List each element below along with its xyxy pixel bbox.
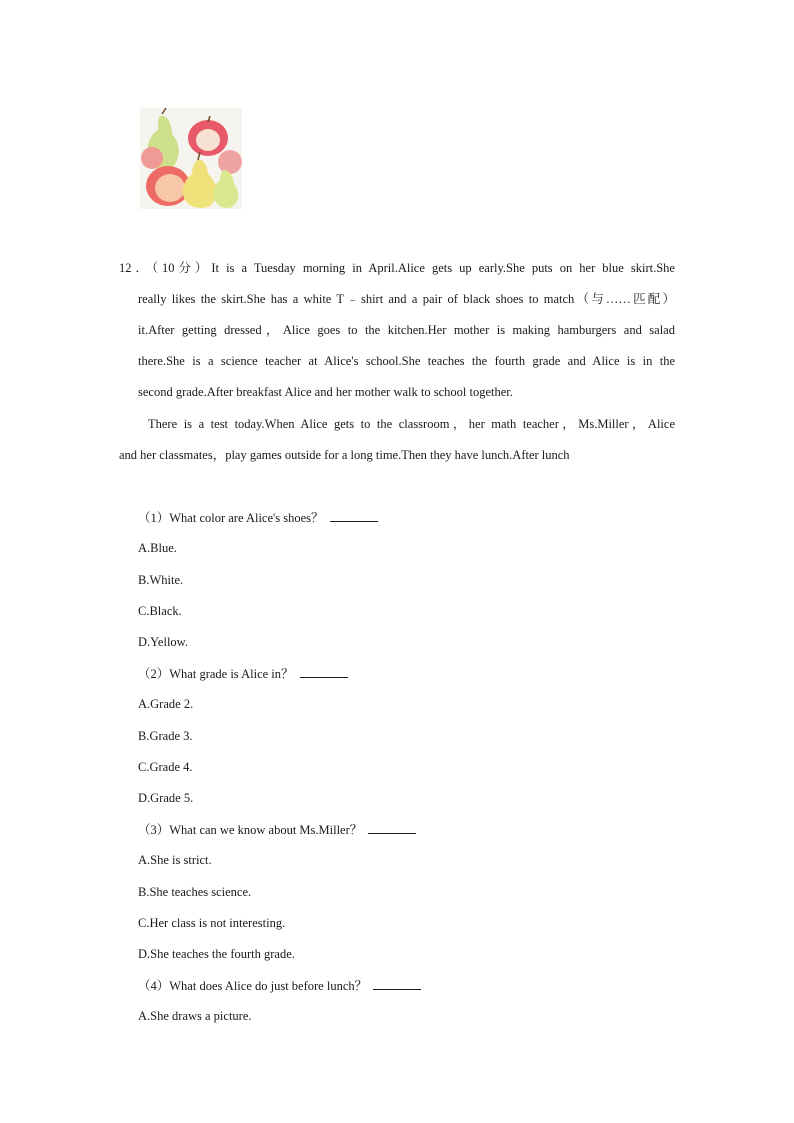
passage-text: it.After getting dressed，Alice goes to the kitchen.Her mother is making hamburgers and salad <box>138 323 675 337</box>
question-number: 12． <box>119 261 152 275</box>
fruit-notepads-image <box>140 108 242 209</box>
option-3b[interactable]: B.She teaches science. <box>138 885 252 899</box>
question-score: （10分） <box>151 261 212 275</box>
answer-blank[interactable] <box>330 509 378 522</box>
sub-question-3-prompt: （3）What can we know about Ms.Miller？ <box>138 821 416 838</box>
passage-line-4 <box>138 353 675 369</box>
passage-line-3 <box>138 322 675 338</box>
passage-text: There is a test today.When Alice gets to the classroom，her math teacher，Ms.Miller，Alice <box>148 417 675 431</box>
option-2a[interactable]: A.Grade 2. <box>138 697 194 711</box>
option-2c[interactable]: C.Grade 4. <box>138 760 193 774</box>
option-1c[interactable]: C.Black. <box>138 604 182 618</box>
sub-question-1-prompt: （1）What color are Alice's shoes？ <box>138 509 378 526</box>
option-2d[interactable]: D.Grade 5. <box>138 791 194 805</box>
option-3d[interactable]: D.She teaches the fourth grade. <box>138 947 295 961</box>
option-3a[interactable]: A.She is strict. <box>138 853 212 867</box>
passage-text: really likes the skirt.She has a white T﹣shirt and a pair of black shoes to match（与……匹配） <box>138 292 675 306</box>
passage-text: there.She is a science teacher at Alice's school.She teaches the fourth grade and Alice is in the <box>138 354 675 368</box>
sub-question-2-prompt: （2）What grade is Alice in？ <box>138 665 348 682</box>
option-1d[interactable]: D.Yellow. <box>138 635 189 649</box>
answer-blank[interactable] <box>368 821 416 834</box>
answer-blank[interactable] <box>300 665 348 678</box>
option-1a[interactable]: A.Blue. <box>138 541 177 555</box>
passage-line-2 <box>138 291 675 307</box>
option-3c[interactable]: C.Her class is not interesting. <box>138 916 286 930</box>
option-1b[interactable]: B.White. <box>138 573 184 587</box>
passage-line-6 <box>148 416 675 432</box>
passage-text: and her classmates，play games outside for a long time.Then they have lunch.After lunch <box>119 448 570 462</box>
passage-text: second grade.After breakfast Alice and her mother walk to school together. <box>138 385 513 399</box>
passage-line-1 <box>119 260 675 276</box>
answer-blank[interactable] <box>373 977 421 990</box>
passage-line-5 <box>138 384 513 400</box>
option-2b[interactable]: B.Grade 3. <box>138 729 193 743</box>
option-4a[interactable]: A.She draws a picture. <box>138 1009 252 1023</box>
sub-question-4-prompt: （4）What does Alice do just before lunch？ <box>138 977 421 994</box>
passage-line-7 <box>119 447 570 463</box>
passage-text: It is a Tuesday morning in April.Alice gets up early.She puts on her blue skirt.She <box>211 261 675 275</box>
